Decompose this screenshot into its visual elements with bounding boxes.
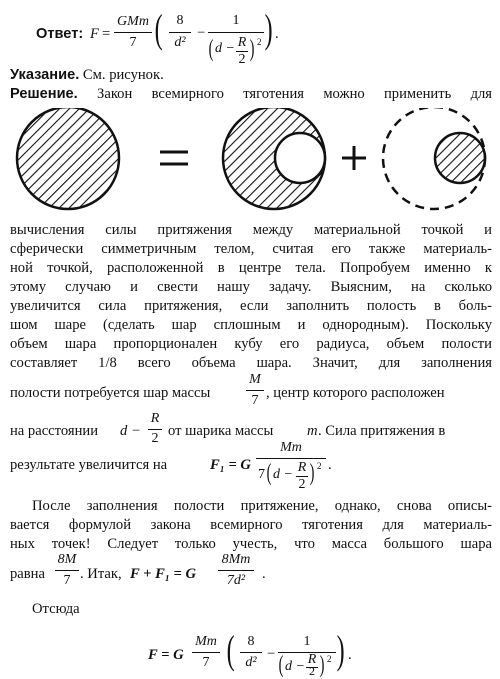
p2-line-1: После заполнения полости притяжение, однако, снова описы- bbox=[32, 498, 492, 514]
p2-bar2 bbox=[218, 570, 254, 571]
final-num: Mm bbox=[195, 634, 217, 649]
line10-two: 2 bbox=[151, 431, 159, 446]
answer-two: 2 bbox=[238, 52, 246, 67]
line9-bar bbox=[246, 390, 264, 391]
line10-bar bbox=[148, 429, 162, 430]
p2-num2: 8Mm bbox=[221, 552, 251, 567]
body-line-3: ной точкой, расположенной в центре тела. Попробуем именно к bbox=[10, 260, 492, 276]
final-R: R bbox=[307, 652, 317, 667]
final-minus: − bbox=[267, 646, 276, 662]
line9-text-b: , центр которого расположен bbox=[266, 385, 445, 401]
p2-line4-text-a: равна bbox=[10, 566, 45, 582]
final-d-minus: d − bbox=[285, 659, 305, 674]
final-bar bbox=[192, 652, 220, 653]
p2-den: 7 bbox=[63, 573, 71, 588]
line11-den-d: d − bbox=[273, 467, 293, 482]
answer-minus: − bbox=[197, 25, 206, 41]
answer-square: 2 bbox=[257, 37, 262, 47]
answer-fraction-bar-2 bbox=[169, 32, 191, 33]
final-square: 2 bbox=[327, 654, 332, 664]
line11-den-7: 7 bbox=[258, 467, 265, 482]
answer-open-paren: ( bbox=[154, 6, 163, 51]
answer-R: R bbox=[237, 35, 247, 50]
solution-intro-line bbox=[10, 85, 492, 103]
p2-line-3: ных точек! Следует только учесть, что масса большого шара bbox=[10, 536, 492, 552]
body-line-8: составляет 1/8 всего объема шара. Значит, для заполнения bbox=[10, 355, 492, 371]
body-line-4: этому случаю и свести нашу задачу. Выясним, на сколько bbox=[10, 279, 492, 295]
answer-numerator: GMm bbox=[117, 14, 149, 29]
line11-bar bbox=[256, 458, 326, 459]
answer-d2: d² bbox=[174, 35, 186, 50]
line11-text-a: результате увеличится на bbox=[10, 457, 168, 473]
p2-bar bbox=[55, 570, 79, 571]
final-eight: 8 bbox=[247, 634, 255, 649]
line11-num: Mm bbox=[280, 440, 302, 455]
plus-sign bbox=[342, 146, 366, 170]
solution-label: Решение. bbox=[10, 86, 78, 102]
line10-d: d − bbox=[120, 423, 141, 439]
answer-denominator: 7 bbox=[129, 35, 137, 50]
spheres-figure bbox=[0, 108, 500, 218]
final-dot: . bbox=[348, 647, 352, 663]
line11-square: 2 bbox=[317, 461, 322, 471]
line11-close: ) bbox=[309, 460, 315, 486]
answer-dot: . bbox=[275, 26, 279, 42]
equals-sign bbox=[160, 152, 188, 164]
line10-text-c: . Сила притяжения в bbox=[318, 423, 446, 439]
hint-line bbox=[10, 66, 492, 84]
line9-den: 7 bbox=[251, 393, 259, 408]
final-den: 7 bbox=[202, 655, 210, 670]
sphere-with-cavity bbox=[223, 108, 325, 209]
otsyuda-line: Отсюда bbox=[32, 601, 80, 617]
final-F: F = G bbox=[148, 647, 184, 663]
body-line-6: шом шаре (сделать шар сплошным и однородным). Поскольку bbox=[10, 317, 492, 333]
line11-R: R bbox=[297, 460, 307, 475]
line10-text-b: от шарика массы bbox=[168, 423, 274, 439]
final-bar-2 bbox=[240, 652, 262, 653]
hint-text: См. рисунок. bbox=[82, 67, 164, 83]
p2-line-2: вается формулой закона всемирного тяготения для материаль- bbox=[10, 517, 492, 533]
answer-eq: = bbox=[102, 26, 111, 42]
hint-label: Указание. bbox=[10, 67, 80, 83]
answer-one: 1 bbox=[232, 13, 240, 28]
final-two: 2 bbox=[309, 664, 315, 678]
line9-num: M bbox=[249, 372, 261, 387]
answer-fraction-bar bbox=[114, 32, 152, 33]
final-d2: d² bbox=[245, 655, 257, 670]
p2-line4-text-b: . Итак, bbox=[80, 566, 122, 582]
line10-m: m bbox=[307, 423, 318, 439]
answer-d-minus: d − bbox=[215, 41, 235, 56]
line9-text-a: полости потребуется шар массы bbox=[10, 385, 211, 401]
p2-num: 8M bbox=[57, 552, 77, 567]
final-close-paren: ) bbox=[336, 627, 345, 672]
p2-den2: 7d² bbox=[226, 573, 246, 588]
final-inner-open: ( bbox=[278, 652, 284, 678]
answer-eight: 8 bbox=[176, 13, 184, 28]
answer-fraction-bar-3 bbox=[208, 32, 264, 33]
body-line-7: объем шара пропорционален кубу его радиуса, объем полости bbox=[10, 336, 492, 352]
solution-intro-text: Закон всемирного тяготения можно применить для bbox=[97, 86, 492, 102]
answer-F: F bbox=[90, 26, 99, 42]
p2-expr: F + F₁ = G bbox=[130, 566, 197, 582]
line11-F1: F₁ = G bbox=[210, 457, 251, 473]
body-line-2: сферически симметричным телом, считая его также материаль- bbox=[10, 241, 492, 257]
line11-open: ( bbox=[266, 460, 272, 486]
answer-inner-close: ) bbox=[249, 36, 255, 62]
answer-label: Ответ: bbox=[36, 26, 84, 42]
final-one: 1 bbox=[303, 634, 311, 649]
line10-R: R bbox=[150, 411, 160, 426]
solid-sphere bbox=[17, 108, 119, 209]
final-inner-close: ) bbox=[319, 652, 325, 678]
answer-inner-open: ( bbox=[208, 36, 214, 62]
final-open-paren: ( bbox=[226, 627, 235, 672]
line10-text-a: на расстоянии bbox=[10, 423, 99, 439]
body-line-5: увеличится сила притяжения, если заполнить полость в боль- bbox=[10, 298, 492, 314]
line11-dot: . bbox=[328, 457, 332, 473]
line11-two: 2 bbox=[298, 477, 306, 492]
answer-close-paren: ) bbox=[264, 6, 273, 51]
body-line-1: вычисления силы притяжения между материальной точкой и bbox=[10, 222, 492, 238]
p2-dot: . bbox=[262, 566, 266, 582]
dashed-sphere-with-small-ball bbox=[383, 108, 485, 209]
